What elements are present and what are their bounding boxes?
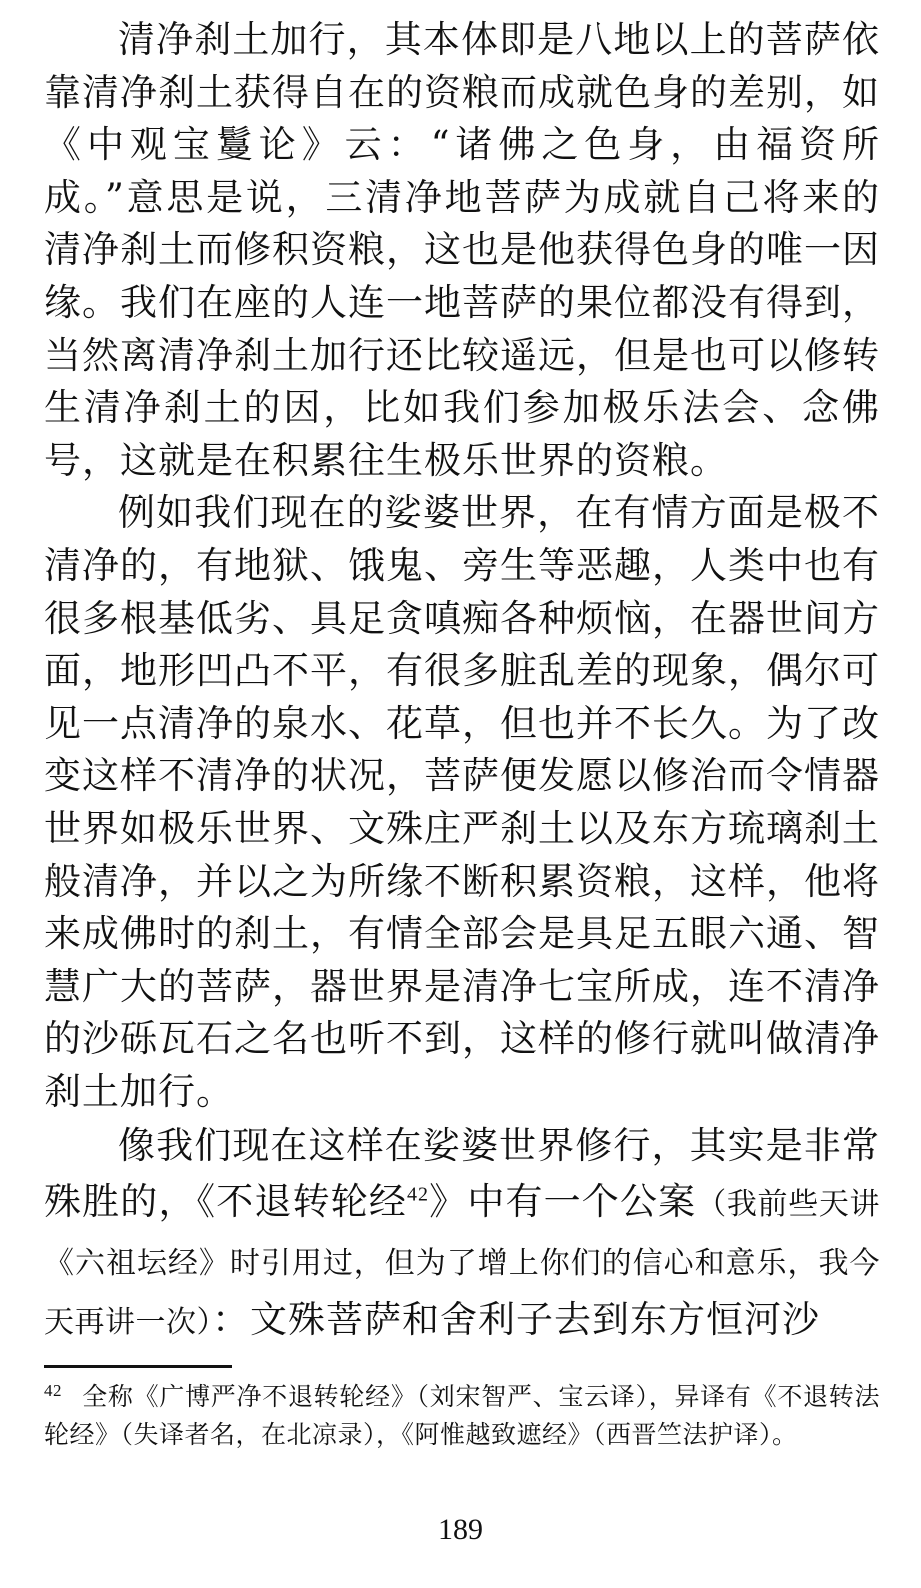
paragraph-3-part-2: 》中有一个公案	[429, 1180, 697, 1224]
footnote-reference: 42	[407, 1184, 430, 1207]
footnote-42	[44, 1378, 880, 1454]
footnote-divider	[44, 1365, 232, 1368]
paragraph-3-aside: （我前些天讲《六祖坛经》时引用过，但为了增上你们的信心和意乐，我今天再讲一次）	[44, 1187, 881, 1341]
footnote-number: 42	[44, 1380, 62, 1400]
footnotes	[44, 1378, 880, 1454]
page-number: 189	[438, 1513, 483, 1546]
main-text	[44, 14, 880, 1351]
paragraph-1: 清净刹土加行，其本体即是八地以上的菩萨依靠清净刹土获得自在的资粮而成就色身的差别，如《中观宝鬘论》云：“诸佛之色身，由福资所成。”意思是说，三清净地菩萨为成就自己将来的清净刹土而修积资粮，这也是他获得色身的唯一因缘。我们在座的人连一地菩萨的果位都没有得到，当然离清净刹土加行还比较遥远，但是也可以修转生清净刹土的因，比如我们参加极乐法会、念佛号，这就是在积累往生极乐世界的资粮。	[44, 18, 880, 482]
paragraph-2: 例如我们现在的娑婆世界，在有情方面是极不清净的，有地狱、饿鬼、旁生等恶趣，人类中也有很多根基低劣、具足贪嗔痴各种烦恼，在器世间方面，地形凹凸不平，有很多脏乱差的现象，偶尔可见一点清净的泉水、花草，但也并不长久。为了改变这样不清净的状况，菩萨便发愿以修治而令情器世界如极乐世界、文殊庄严刹土以及东方琉璃刹土般清净，并以之为所缘不断积累资粮，这样，他将来成佛时的刹土，有情全部会是具足五眼六通、智慧广大的菩萨，器世界是清净七宝所成，连不清净的沙砾瓦石之名也听不到，这样的修行就叫做清净刹土加行。	[44, 491, 880, 1113]
paragraph-3-part-1: 像我们现在这样在娑婆世界修行，其实是非常殊胜的，《不退转轮经	[44, 1124, 880, 1224]
footnote-text: 全称《广博严净不退转轮经》（刘宋智严、宝云译），异译有《不退转法轮经》（失译者名，在北凉录），《阿惟越致遮经》（西晋竺法护译）。	[44, 1382, 880, 1449]
paragraph-3	[44, 1118, 880, 1351]
paragraph-3-part-3: ：文殊菩萨和舍利子去到东方恒河沙	[212, 1298, 820, 1342]
